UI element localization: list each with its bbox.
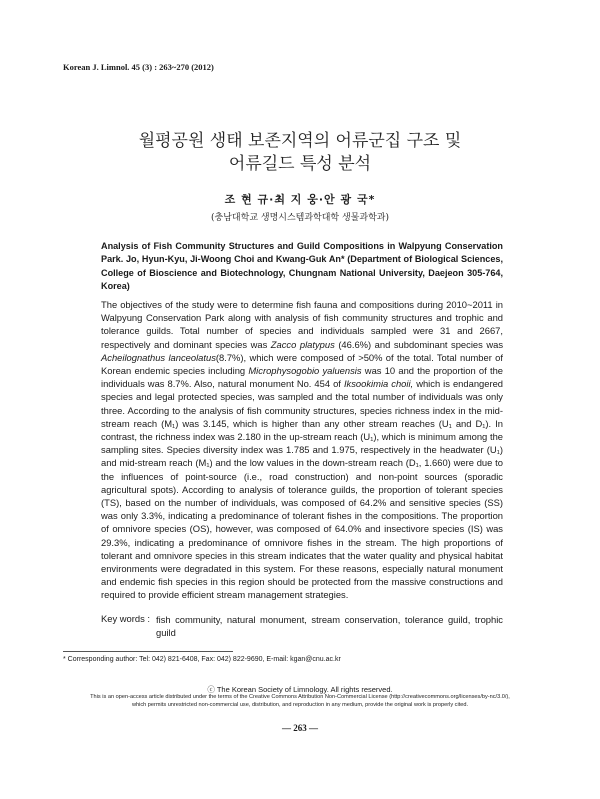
footnote-divider [63,651,233,652]
abstract-text: was 10 and the proportion of the individuals was 8.7%. Also, natural monument No. 454 of [101,365,503,390]
license-line-1: This is an open-access article distributed under the terms of the Creative Commons Attribution Non-Commercial License (http://creativecommons.org/licenses/by-nc/3.0/), [90,694,510,700]
abstract-text: which is endangered species and legal protected species, was sampled and the total number of individuals was only three. According to the analysis of fish community structures, species richness index in the mid-stream reach (M₁) was 3.145, which is higher than any other stream reaches (U₁ and D₁). In contrast, the richness index was 2.180 in the up-stream reach (U₁), which is minimum among the sampling sites. Species diversity index was 1.785 and 1.975, respectively in the headwater (U₁) and mid-stream reach (M₁) and the low values in the down-stream reach (D₁, 1.660) were due to the influences of point-source (i.e., road construction) and non-point sources (sporadic agricultural spots). According to analysis of tolerance guilds, the proportion of tolerant species (TS), based on the number of individuals, was composed of 64.2% and sensitive species (SS) was only 3.3%, indicating a predominance of tolerant fishes in the compositions. The proportion of omnivore species (OS), however, was composed of 64.0% and insectivore species (IS) was 29.3%, indicating a predominance of omnivore fishes in the stream. The high proportions of tolerant and omnivore species in this stream indicates that the water quality and physical habitat environments were degradated in this system. For these reasons, especially natural monument and endemic fish species in this region should be protected from the massive constructions and required to provide efficient stream management strategies. [101,378,504,601]
page-number: ― 263 ― [282,723,318,733]
species-name: Zacco platypus [270,338,335,350]
keywords-text: fish community, natural monument, stream conservation, tolerance guild, trophic guild [156,614,503,639]
copyright-notice: ⓒ The Korean Society of Limnology. All rights reserved. [207,685,393,694]
english-heading [101,240,503,294]
species-name: Microphysogobio yaluensis [248,365,362,377]
english-title: Analysis of Fish Community Structures and Guild Compositions in Walpyung Conservation Park. [101,241,503,265]
abstract [101,298,503,602]
license-notice [0,693,600,709]
keywords-label: Key words : [101,613,150,624]
corresponding-author-footnote: * Corresponding author: Tel: 042) 821-6408, Fax: 042) 822-9690, E-mail: kgan@cnu.ac.kr [63,656,341,663]
korean-title-line-2: 어류길드 특성 분석 [228,154,372,174]
korean-affiliation: (충남대학교 생명시스템과학대학 생물과학과) [211,213,389,223]
license-line-2: which permits unrestricted non-commercial use, distribution, and reproduction in any medium, provide the original work is properly cited. [131,702,469,708]
abstract-text: The objectives of the study were to determine fish fauna and compositions during 2010~2011 in Walpyung Conservation Park along with analysis of fish community structures and trophic and tolerance guilds. Total number of species and individuals sampled were 31 and 2667, respectively and dominant species was [101,299,503,350]
abstract-text: (46.6%) and subdominant species was [338,338,504,350]
english-authors: Jo, Hyun-Kyu, Ji-Woong Choi and Kwang-Guk An* (Department of Biological Sciences, College of Bioscience and Biotechnology, Chungnam National University, Daejeon 305-764, Korea) [101,254,503,292]
species-name: Acheilognathus lanceolatus [101,351,216,363]
korean-authors: 조 현 규·최 지 웅·안 광 국* [224,193,376,206]
korean-title-line-1: 월평공원 생태 보존지역의 어류군집 구조 및 [138,131,462,151]
species-name: Iksookimia choii, [343,378,414,390]
journal-citation: Korean J. Limnol. 45 (3) : 263~270 (2012) [63,62,214,72]
abstract-text: (8.7%), which were composed of >50% of the total. Total number of Korean endemic species including [101,351,503,377]
